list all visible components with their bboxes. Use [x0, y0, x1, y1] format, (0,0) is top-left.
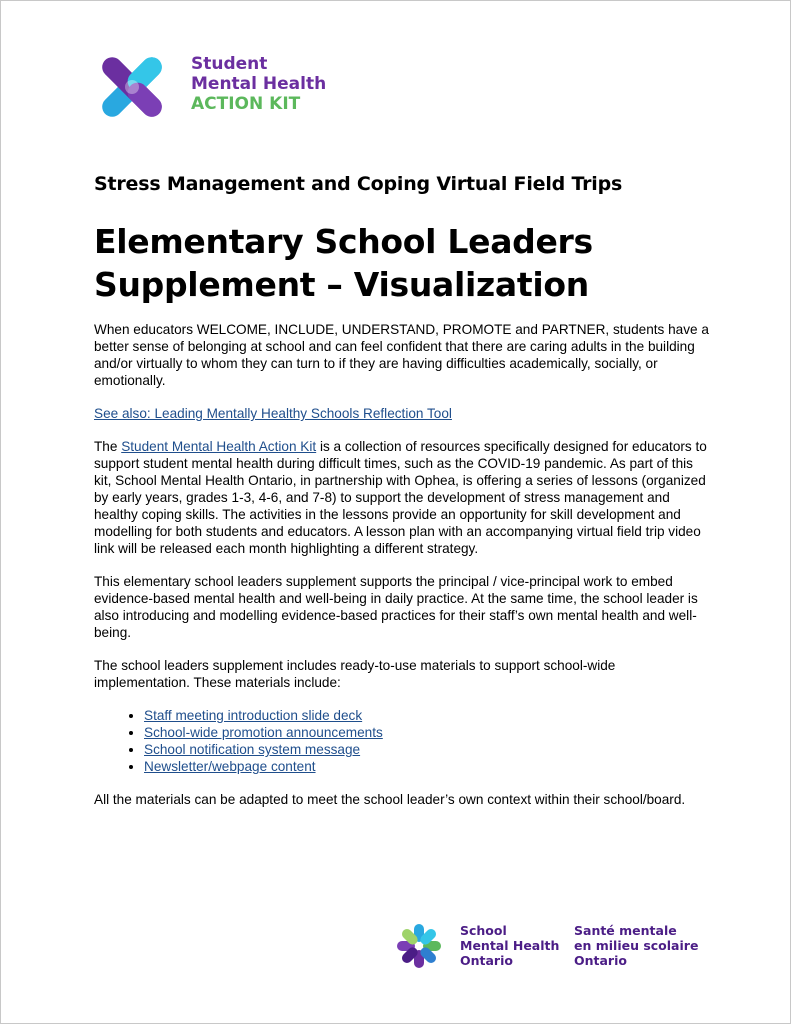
smho-fr-line-3: Ontario — [574, 953, 627, 968]
action-kit-logo — [93, 47, 333, 127]
intro-paragraph: When educators WELCOME, INCLUDE, UNDERSTAND, PROMOTE and PARTNER, students have a better sense of belonging at school and can feel confident that there are caring adults in the building and/or virtually to whom they can turn to if they are having difficulties academically, socially, or emotionally. — [94, 322, 709, 388]
logo-line-3: ACTION KIT — [191, 94, 301, 114]
notification-message-link[interactable]: School notification system message — [144, 742, 361, 757]
smho-english-name — [460, 923, 559, 968]
smho-fr-line-2: en milieu scolaire — [574, 938, 699, 953]
list-item — [144, 707, 712, 724]
list-item — [144, 724, 712, 741]
newsletter-content-link[interactable]: Newsletter/webpage content — [144, 759, 316, 774]
materials-list — [94, 707, 712, 775]
smho-en-line-2: Mental Health — [460, 938, 560, 953]
action-kit-wordmark — [191, 54, 326, 114]
smho-footer-logo — [394, 919, 714, 979]
closing-paragraph: All the materials can be adapted to meet the school leader’s own context within their school/board. — [94, 792, 686, 807]
smho-logo-icon — [394, 921, 444, 971]
document-title — [94, 220, 734, 306]
list-item — [144, 741, 712, 758]
logo-line-2: Mental Health — [191, 74, 327, 94]
smho-fr-line-1: Santé mentale — [574, 923, 677, 938]
announcements-link[interactable]: School-wide promotion announcements — [144, 725, 383, 740]
slide-deck-link[interactable]: Staff meeting introduction slide deck — [144, 708, 363, 723]
title-line-2: Supplement – Visualization — [94, 265, 589, 304]
kit-description: is a collection of resources specifically designed for educators to support student mental health during difficult times, such as the COVID-19 pandemic. As part of this kit, School Mental Health Ontario, in partnership with Ophea, is offering a series of lessons (organized by early years, grades 1-3, 4-6, and 7-8) to support the development of stress management and healthy coping skills. The activities in the lessons provide an opportunity for skill development and modelling for both students and educators. A lesson plan with an accompanying virtual field trip video link will be released each month highlighting a different strategy. — [94, 439, 707, 556]
kit-paragraph — [94, 438, 712, 557]
kit-prefix: The — [94, 439, 122, 454]
action-kit-link[interactable]: Student Mental Health Action Kit — [121, 439, 317, 454]
see-also-link[interactable]: See also: Leading Mentally Healthy Schools Reflection Tool — [94, 406, 452, 421]
document-subtitle: Stress Management and Coping Virtual Field Trips — [94, 173, 623, 195]
smho-en-line-3: Ontario — [460, 953, 513, 968]
document-body — [94, 321, 712, 824]
materials-paragraph: The school leaders supplement includes ready-to-use materials to support school-wide implementation. These materials include: — [94, 658, 616, 690]
smho-french-name — [574, 923, 698, 968]
list-item — [144, 758, 712, 775]
smho-en-line-1: School — [460, 923, 507, 938]
title-line-1: Elementary School Leaders — [94, 222, 593, 261]
supplement-paragraph: This elementary school leaders supplement supports the principal / vice-principal work to embed evidence-based mental health and well-being in daily practice. At the same time, the school leader is also introducing and modelling evidence-based practices for their staff’s own mental health and well-being. — [94, 574, 698, 640]
see-also-paragraph — [94, 405, 712, 422]
logo-line-1: Student — [191, 54, 268, 74]
action-kit-logo-icon — [93, 47, 171, 127]
